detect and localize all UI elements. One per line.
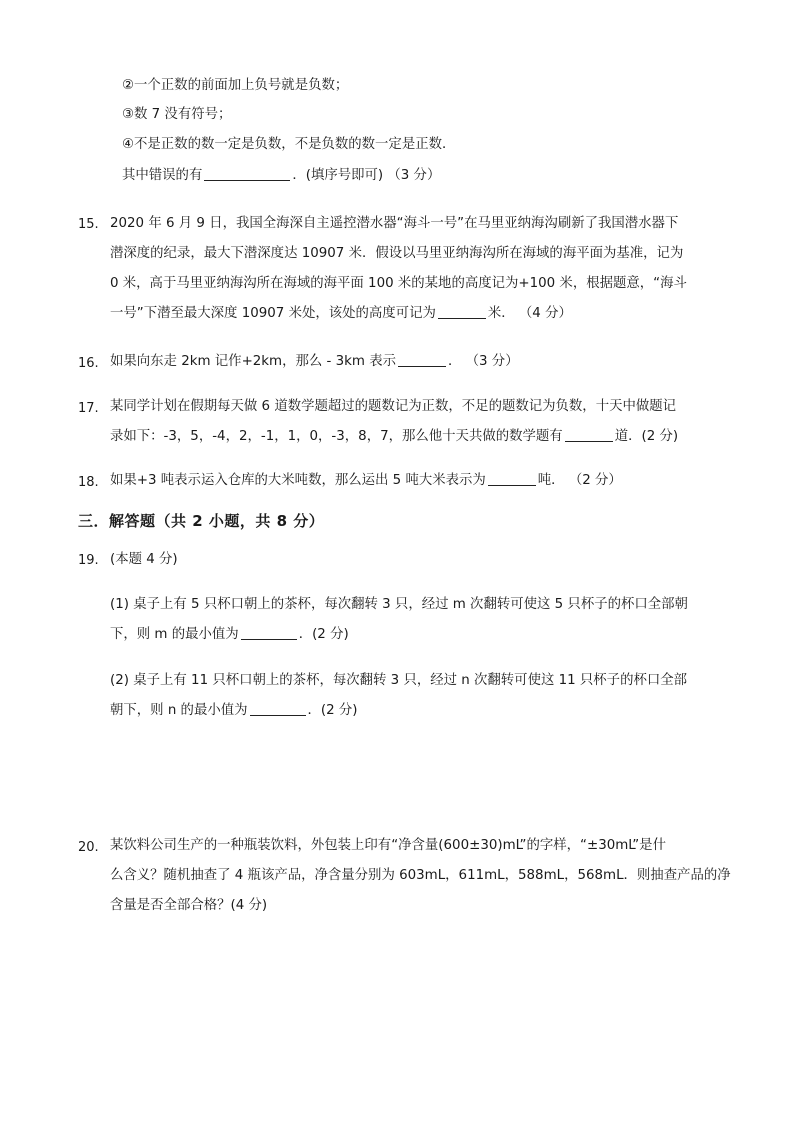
q17-line-1: 某同学计划在假期每天做 6 道数学题超过的题数记为正数，不足的题数记为负数，十天中做题记 — [110, 399, 677, 414]
q18-number: 18. — [78, 475, 99, 490]
prev-answer-line — [122, 166, 440, 186]
q19-part1-prefix: 下，则 m 的最小值为 — [110, 627, 239, 642]
prev-answer-prefix: 其中错误的有 — [122, 168, 203, 183]
prev-answer-blank[interactable] — [204, 166, 290, 181]
q17-answer-blank[interactable] — [565, 427, 613, 442]
q19-score: (本题 4 分) — [110, 552, 178, 567]
q15-line-2: 潜深度的纪录，最大下潜深度达 10907 米．假设以马里亚纳海沟所在海域的海平面为基准，记为 — [110, 246, 684, 261]
q15-last-prefix: 一号”下潜至最大深度 10907 米处，该处的高度可记为 — [110, 306, 436, 321]
q16-prefix: 如果向东走 2km 记作+2km，那么 - 3km 表示 — [110, 354, 396, 369]
q19-part1-line-1: (1) 桌子上有 5 只杯口朝上的茶杯，每次翻转 3 只，经过 m 次翻转可使这 5 只杯子的杯口全部朝 — [110, 597, 688, 612]
q15-answer-blank[interactable] — [438, 304, 486, 319]
q19-part2-line-1: (2) 桌子上有 11 只杯口朝上的茶杯，每次翻转 3 只，经过 n 次翻转可使这 11 只杯子的杯口全部 — [110, 673, 688, 688]
section-3-heading: 三．解答题（共 2 小题，共 8 分） — [78, 512, 325, 530]
statement-3: ③数 7 没有符号； — [122, 107, 232, 122]
q19-part1-line-2 — [110, 625, 349, 645]
q16-answer-blank[interactable] — [398, 352, 446, 367]
q17-suffix: 道．(2 分) — [614, 429, 679, 444]
q15-last-suffix: 米． （4 分） — [487, 306, 572, 321]
prev-answer-suffix: ．(填序号即可) （3 分） — [292, 168, 441, 183]
statement-2: ②一个正数的前面加上负号就是负数； — [122, 78, 349, 93]
q15-number: 15. — [78, 217, 99, 232]
q20-number: 20. — [78, 840, 99, 855]
q19-part2-prefix: 朝下，则 n 的最小值为 — [110, 703, 248, 718]
q20-line-1: 某饮料公司生产的一种瓶装饮料，外包装上印有“净含量(600±30)mL”的字样，“±30mL”是什 — [110, 838, 666, 853]
q19-part2-suffix: ．(2 分) — [307, 703, 358, 718]
q19-part2-blank[interactable] — [250, 701, 306, 716]
q19-part2-line-2 — [110, 701, 358, 721]
q20-line-3: 含量是否全部合格？(4 分) — [110, 898, 268, 913]
q16-number: 16. — [78, 356, 99, 371]
q16-line — [110, 352, 519, 372]
statement-4: ④不是正数的数一定是负数，不是负数的数一定是正数． — [122, 137, 456, 152]
q15-line-3: 0 米，高于马里亚纳海沟所在海域的海平面 100 米的某地的高度记为+100 米，根据题意，“海斗 — [110, 276, 687, 291]
q17-prefix: 录如下：-3，5，-4，2，-1，1，0，-3，8，7，那么他十天共做的数学题有 — [110, 429, 563, 444]
q19-part1-suffix: ．(2 分) — [298, 627, 349, 642]
q15-line-4 — [110, 304, 572, 324]
q19-part1-blank[interactable] — [241, 625, 297, 640]
q18-answer-blank[interactable] — [488, 471, 536, 486]
q16-suffix: ． （3 分） — [447, 354, 519, 369]
q19-number: 19. — [78, 553, 99, 568]
q15-line-1: 2020 年 6 月 9 日，我国全海深自主遥控潜水器“海斗一号”在马里亚纳海沟刷新了我国潜水器下 — [110, 216, 679, 231]
q17-line-2 — [110, 427, 678, 447]
q17-number: 17. — [78, 401, 99, 416]
q18-suffix: 吨． （2 分） — [537, 473, 622, 488]
q20-line-2: 么含义？随机抽查了 4 瓶该产品，净含量分别为 603mL，611mL，588mL，568mL．则抽查产品的净 — [110, 868, 731, 883]
q18-prefix: 如果+3 吨表示运入仓库的大米吨数，那么运出 5 吨大米表示为 — [110, 473, 486, 488]
q18-line — [110, 471, 622, 491]
